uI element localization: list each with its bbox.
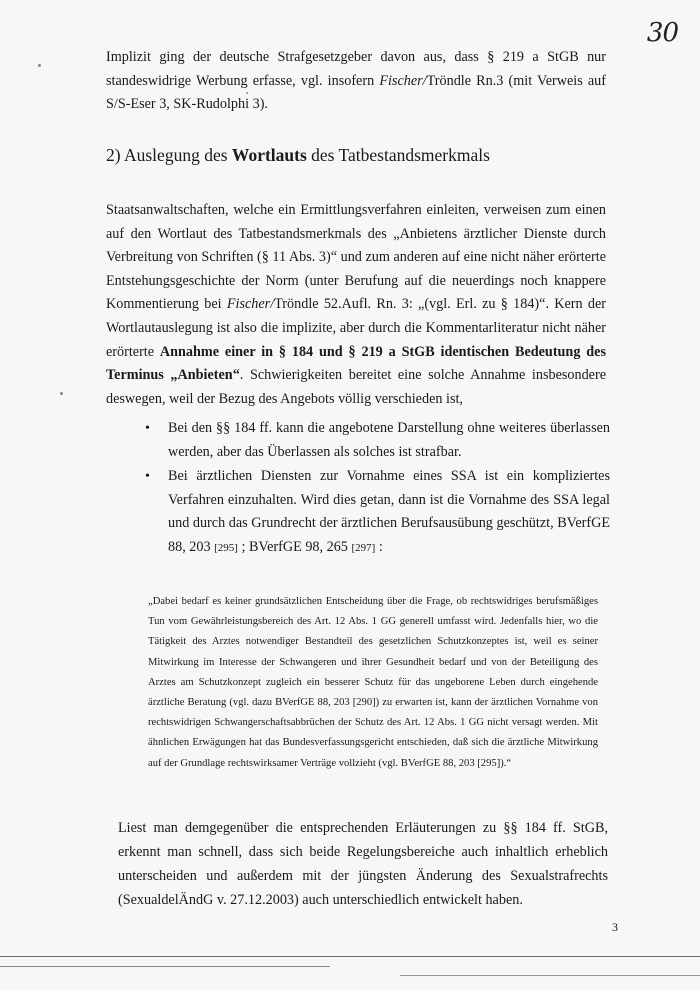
block-quote: „Dabei bedarf es keiner grundsätzlichen Entscheidung über die Frage, ob rechtswidriges berufsmäßiges Tun vom Gewährleistungsbereich des Art. 12 Abs. 1 GG generell umfasst wird. Jedenfalls hier, wo die Tätigkeit des Arztes notwendiger Bestandteil des gesetzlichen Schutzkonzeptes ist, weil es seiner Mitwirkung im Interesse der Schwangeren und ihrer Gesundheit bedarf und von der Beteiligung des Arztes am Schutzkonzept zugleich ein besserer Schutz für das ungeborene Leben durch eingehende ärztliche Beratung (vgl. dazu BVerfGE 88, 203 [290]) zu erwarten ist, kann der ärztlichen Vornahme von rechtswidrigen Schwangerschaftsabbrüchen der Schutz des Art. 12 Abs. 1 GG nicht versagt werden. Mit ähnlichen Erwägungen hat das Bundesverfassungsgericht entschieden, daß sich die ärztliche Mitwirkung auf der Grundlage rechtswirksamer Verträge vollzieht (vgl. BVerfGE 88, 203 [295]).“ (148, 596, 598, 769)
paragraph-1-text-a: Implizit ging der deutsche Strafgesetzgeber davon aus, dass § 219 a StGB nur standeswidrige Werbung erfasse, vgl. insofern (106, 49, 606, 89)
heading-bold: Wortlauts (231, 145, 307, 165)
bullet-2-ref-2: [297] (351, 541, 376, 554)
list-item (140, 465, 610, 560)
bullet-list (140, 417, 610, 562)
paragraph-1-text-b: Tröndle Rn.3 (mit Verweis auf S/S-Eser 3, SK-Rudolphi 3). (106, 72, 606, 113)
paragraph-2-text-c: . Schwierigkeiten bereitet eine solche Annahme insbesondere deswegen, weil der Bezug des Angebots völlig verschieden ist, (106, 367, 607, 407)
list-item (140, 417, 610, 464)
section-heading (106, 145, 490, 166)
scan-speck (38, 64, 41, 67)
bullet-2-text-b: ; BVerfGE 98, 265 (237, 538, 352, 555)
page-number: 3 (612, 920, 618, 934)
bullet-marker: • (145, 421, 150, 436)
paragraph-3: Liest man demgegenüber die entsprechenden Erläuterungen zu §§ 184 ff. StGB, erkennt man schnell, dass sich beide Regelungsbereiche auch inhaltlich erheblich unterscheiden und außerdem mit der jüngsten Änderung des Sexualstrafrechts (SexualdelÄndG v. 27.12.2003) auch unterschiedlich entwickelt haben. (118, 820, 608, 908)
scan-edge-line (400, 975, 700, 976)
heading-prefix: 2) Auslegung des (106, 145, 232, 165)
paragraph-2-text-a: Staatsanwaltschaften, welche ein Ermittlungsverfahren einleiten, verweisen zum einen auf den Wortlaut des Tatbestandsmerkmals des „Anbietens ärztlicher Dienste durch Verbreitung von Schriften (§ 11 Abs. 3)“ und zum anderen auf eine nicht näher erörterte Entstehungsgeschichte der Norm (unter Berufung auf die neuerdings noch knappere Kommentierung bei (106, 202, 606, 313)
scan-edge-line (0, 956, 700, 957)
bullet-marker: • (145, 469, 150, 485)
bullet-2-ref-1: [295] (214, 541, 238, 554)
handwritten-page-mark: 30 (646, 18, 678, 48)
paragraph-2-text-b: Tröndle 52.Aufl. Rn. 3: „(vgl. Erl. zu § 184)“. Kern der Wortlautauslegung ist also die implizite, aber durch die Kommentarliteratur nicht näher erörterte (106, 296, 606, 360)
bullet-2-text-a: Bei ärztlichen Diensten zur Vornahme eines SSA ist ein kompliziertes Verfahren einzuhalten. Wird dies getan, dann ist die Vornahme des SSA legal und durch das Grundrecht der ärztlichen Berufsausübung geschützt, BVerfGE 88, 203 (168, 468, 610, 555)
scan-speck (60, 392, 63, 395)
scan-speck (246, 92, 248, 94)
heading-suffix: des Tatbestandsmerkmals (306, 145, 490, 165)
paragraph-1-italic: Fischer/ (379, 72, 427, 89)
bullet-1-text: Bei den §§ 184 ff. kann die angebotene Darstellung ohne weiteres überlassen werden, aber das Überlassen als solches ist strafbar. (168, 420, 610, 460)
paragraph-2-bold: Annahme einer in § 184 und § 219 a StGB identischen Bedeutung des Terminus „Anbieten“ (106, 343, 606, 384)
paragraph-2 (106, 199, 606, 411)
paragraph-2-italic: Fischer/ (226, 296, 275, 313)
paragraph-1 (106, 46, 606, 117)
scan-edge-line (0, 966, 330, 967)
bullet-2-text-c: : (375, 538, 383, 555)
